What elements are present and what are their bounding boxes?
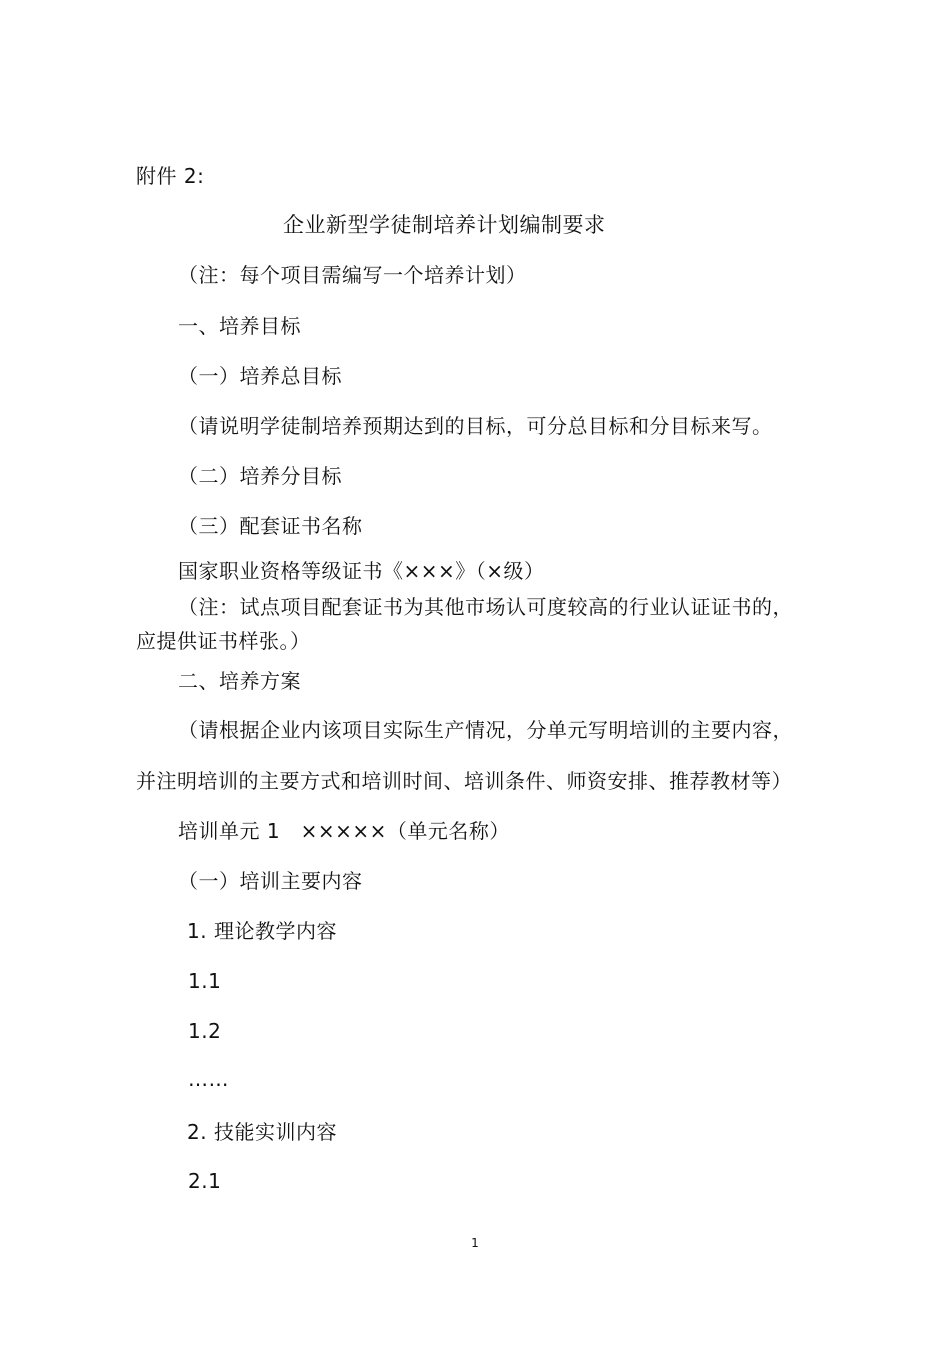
item2-1: 2.1: [188, 1169, 222, 1193]
section1-sub2: （二）培养分目标: [178, 464, 342, 488]
item2-skills: 2. 技能实训内容: [187, 1120, 337, 1144]
page-number: 1: [471, 1236, 479, 1250]
item1-theory: 1. 理论教学内容: [187, 919, 337, 943]
ellipsis: ……: [188, 1067, 229, 1091]
section2-desc-line2: 并注明培训的主要方式和培训时间、培训条件、师资安排、推荐教材等）: [136, 769, 792, 793]
certificate-note-line2: 应提供证书样张。）: [136, 629, 311, 653]
unit1-heading: 培训单元 1 ×××××（单元名称）: [178, 819, 510, 843]
certificate-note-line1: （注：试点项目配套证书为其他市场认可度较高的行业认证证书的，: [178, 595, 793, 619]
section1-sub1: （一）培养总目标: [178, 364, 342, 388]
attachment-label: 附件 2:: [136, 164, 205, 188]
note-each-project: （注：每个项目需编写一个培养计划）: [178, 263, 527, 287]
section2-heading: 二、培养方案: [178, 669, 301, 693]
item1-2: 1.2: [188, 1019, 222, 1043]
item1-1: 1.1: [188, 969, 222, 993]
certificate-name: 国家职业资格等级证书《×××》（×级）: [178, 559, 545, 583]
section1-sub3: （三）配套证书名称: [178, 514, 363, 538]
section1-heading: 一、培养目标: [178, 314, 301, 338]
document-title: 企业新型学徒制培养计划编制要求: [283, 213, 606, 237]
section2-desc-line1: （请根据企业内该项目实际生产情况，分单元写明培训的主要内容，: [178, 718, 793, 742]
section1-sub1-desc: （请说明学徒制培养预期达到的目标，可分总目标和分目标来写。: [178, 414, 773, 438]
unit1-sub1: （一）培训主要内容: [178, 869, 363, 893]
